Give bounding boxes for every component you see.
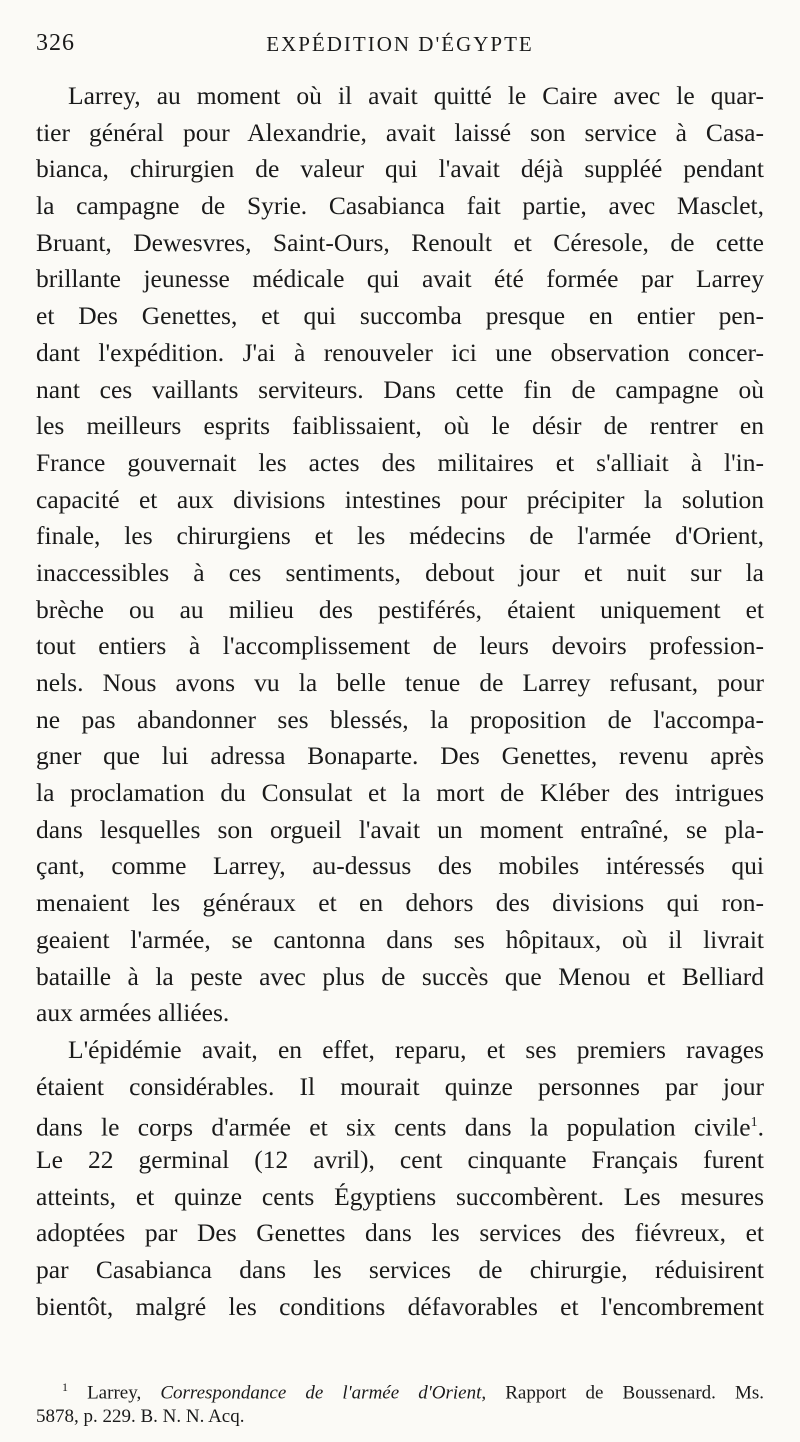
text-line: la campagne de Syrie. Casabianca fait partie, avec Masclet,: [36, 191, 764, 221]
text-line: brillante jeunesse médicale qui avait été formée par Larrey: [36, 264, 764, 294]
text-line: L'épidémie avait, en effet, reparu, et ses premiers ravages: [68, 1034, 764, 1064]
text-line: nant ces vaillants serviteurs. Dans cette fin de campagne où: [36, 374, 764, 404]
footnote-author: Larrey,: [87, 1382, 142, 1404]
text-line: les meilleurs esprits faiblissaient, où le désir de rentrer en: [36, 411, 764, 441]
footnote-marker: 1: [62, 1380, 68, 1394]
footnote-reference: 1: [750, 1115, 758, 1131]
text-line: par Casabianca dans les services de chirurgie, réduisirent: [36, 1255, 764, 1284]
text-line: adoptées par Des Genettes dans les services des fiévreux, et: [36, 1218, 764, 1248]
text-line: geaient l'armée, se cantonna dans ses hôpitaux, où il livrait: [36, 924, 764, 954]
footnote-line: [36, 1372, 764, 1402]
text-line: bientôt, malgré les conditions défavorables et l'encombrement: [36, 1291, 764, 1321]
text-line: bataille à la peste avec plus de succès que Menou et Belliard: [36, 961, 764, 991]
text-line: étaient considérables. Il mourait quinze personnes par jour: [36, 1071, 764, 1101]
text-line: tout entiers à l'accomplissement de leurs devoirs profession-: [36, 631, 764, 661]
footnote-line: 5878, p. 229. B. N. N. Acq.: [36, 1406, 245, 1427]
footnote-rest: Rapport de Boussenard. Ms.: [505, 1382, 765, 1404]
text-line: ne pas abandonner ses blessés, la proposition de l'accompa-: [36, 704, 764, 734]
text-line: çant, comme Larrey, au-dessus des mobiles intéressés qui: [36, 851, 764, 881]
text-line: aux armées alliées.: [36, 998, 230, 1028]
text-line: tier général pour Alexandrie, avait laissé son service à Casa-: [36, 117, 764, 147]
text-line: capacité et aux divisions intestines pour précipiter la solution: [36, 484, 764, 514]
body-text: [36, 78, 764, 1325]
text-line: nels. Nous avons vu la belle tenue de Larrey refusant, pour: [36, 668, 764, 697]
text-line: menaient les généraux et en dehors des divisions qui ron-: [36, 888, 764, 918]
page-header: [36, 30, 764, 60]
text-line: la proclamation du Consulat et la mort de Kléber des intrigues: [36, 778, 764, 808]
text-line: bianca, chirurgien de valeur qui l'avait déjà suppléé pendant: [36, 154, 764, 184]
text-line: dant l'expédition. J'ai à renouveler ici une observation concer-: [36, 337, 764, 367]
text-line: gner que lui adressa Bonaparte. Des Genettes, revenu après: [36, 741, 764, 771]
text-line: Bruant, Dewesvres, Saint-Ours, Renoult et Céresole, de cette: [36, 227, 764, 257]
text-line-with-note: dans le corps d'armée et six cents dans la population civile$^1$.: [36, 1112, 764, 1142]
text-line: brèche ou au milieu des pestiférés, étaient uniquement et: [36, 594, 764, 624]
text-line: atteints, et quinze cents Égyptiens succombèrent. Les mesures: [36, 1181, 764, 1211]
page-number: 326: [36, 30, 75, 56]
footnote: [36, 1372, 764, 1432]
text-line: et Des Genettes, et qui succomba presque en entier pen-: [36, 301, 764, 331]
running-head: EXPÉDITION D'ÉGYPTE: [266, 32, 534, 56]
text-line: inaccessibles à ces sentiments, debout jour et nuit sur la: [36, 557, 764, 587]
footnote-title: Correspondance de l'armée d'Orient,: [160, 1382, 487, 1404]
text-line-content: dans le corps d'armée et six cents dans la population civile: [36, 1112, 751, 1142]
text-line: Le 22 germinal (12 avril), cent cinquante Français furent: [36, 1144, 764, 1174]
text-line: dans lesquelles son orgueil l'avait un moment entraîné, se pla-: [36, 814, 764, 844]
text-line: France gouvernait les actes des militaires et s'alliait à l'in-: [36, 447, 764, 477]
text-line: finale, les chirurgiens et les médecins de l'armée d'Orient,: [36, 521, 764, 551]
text-line: Larrey, au moment où il avait quitté le Caire avec le quar-: [68, 81, 764, 110]
